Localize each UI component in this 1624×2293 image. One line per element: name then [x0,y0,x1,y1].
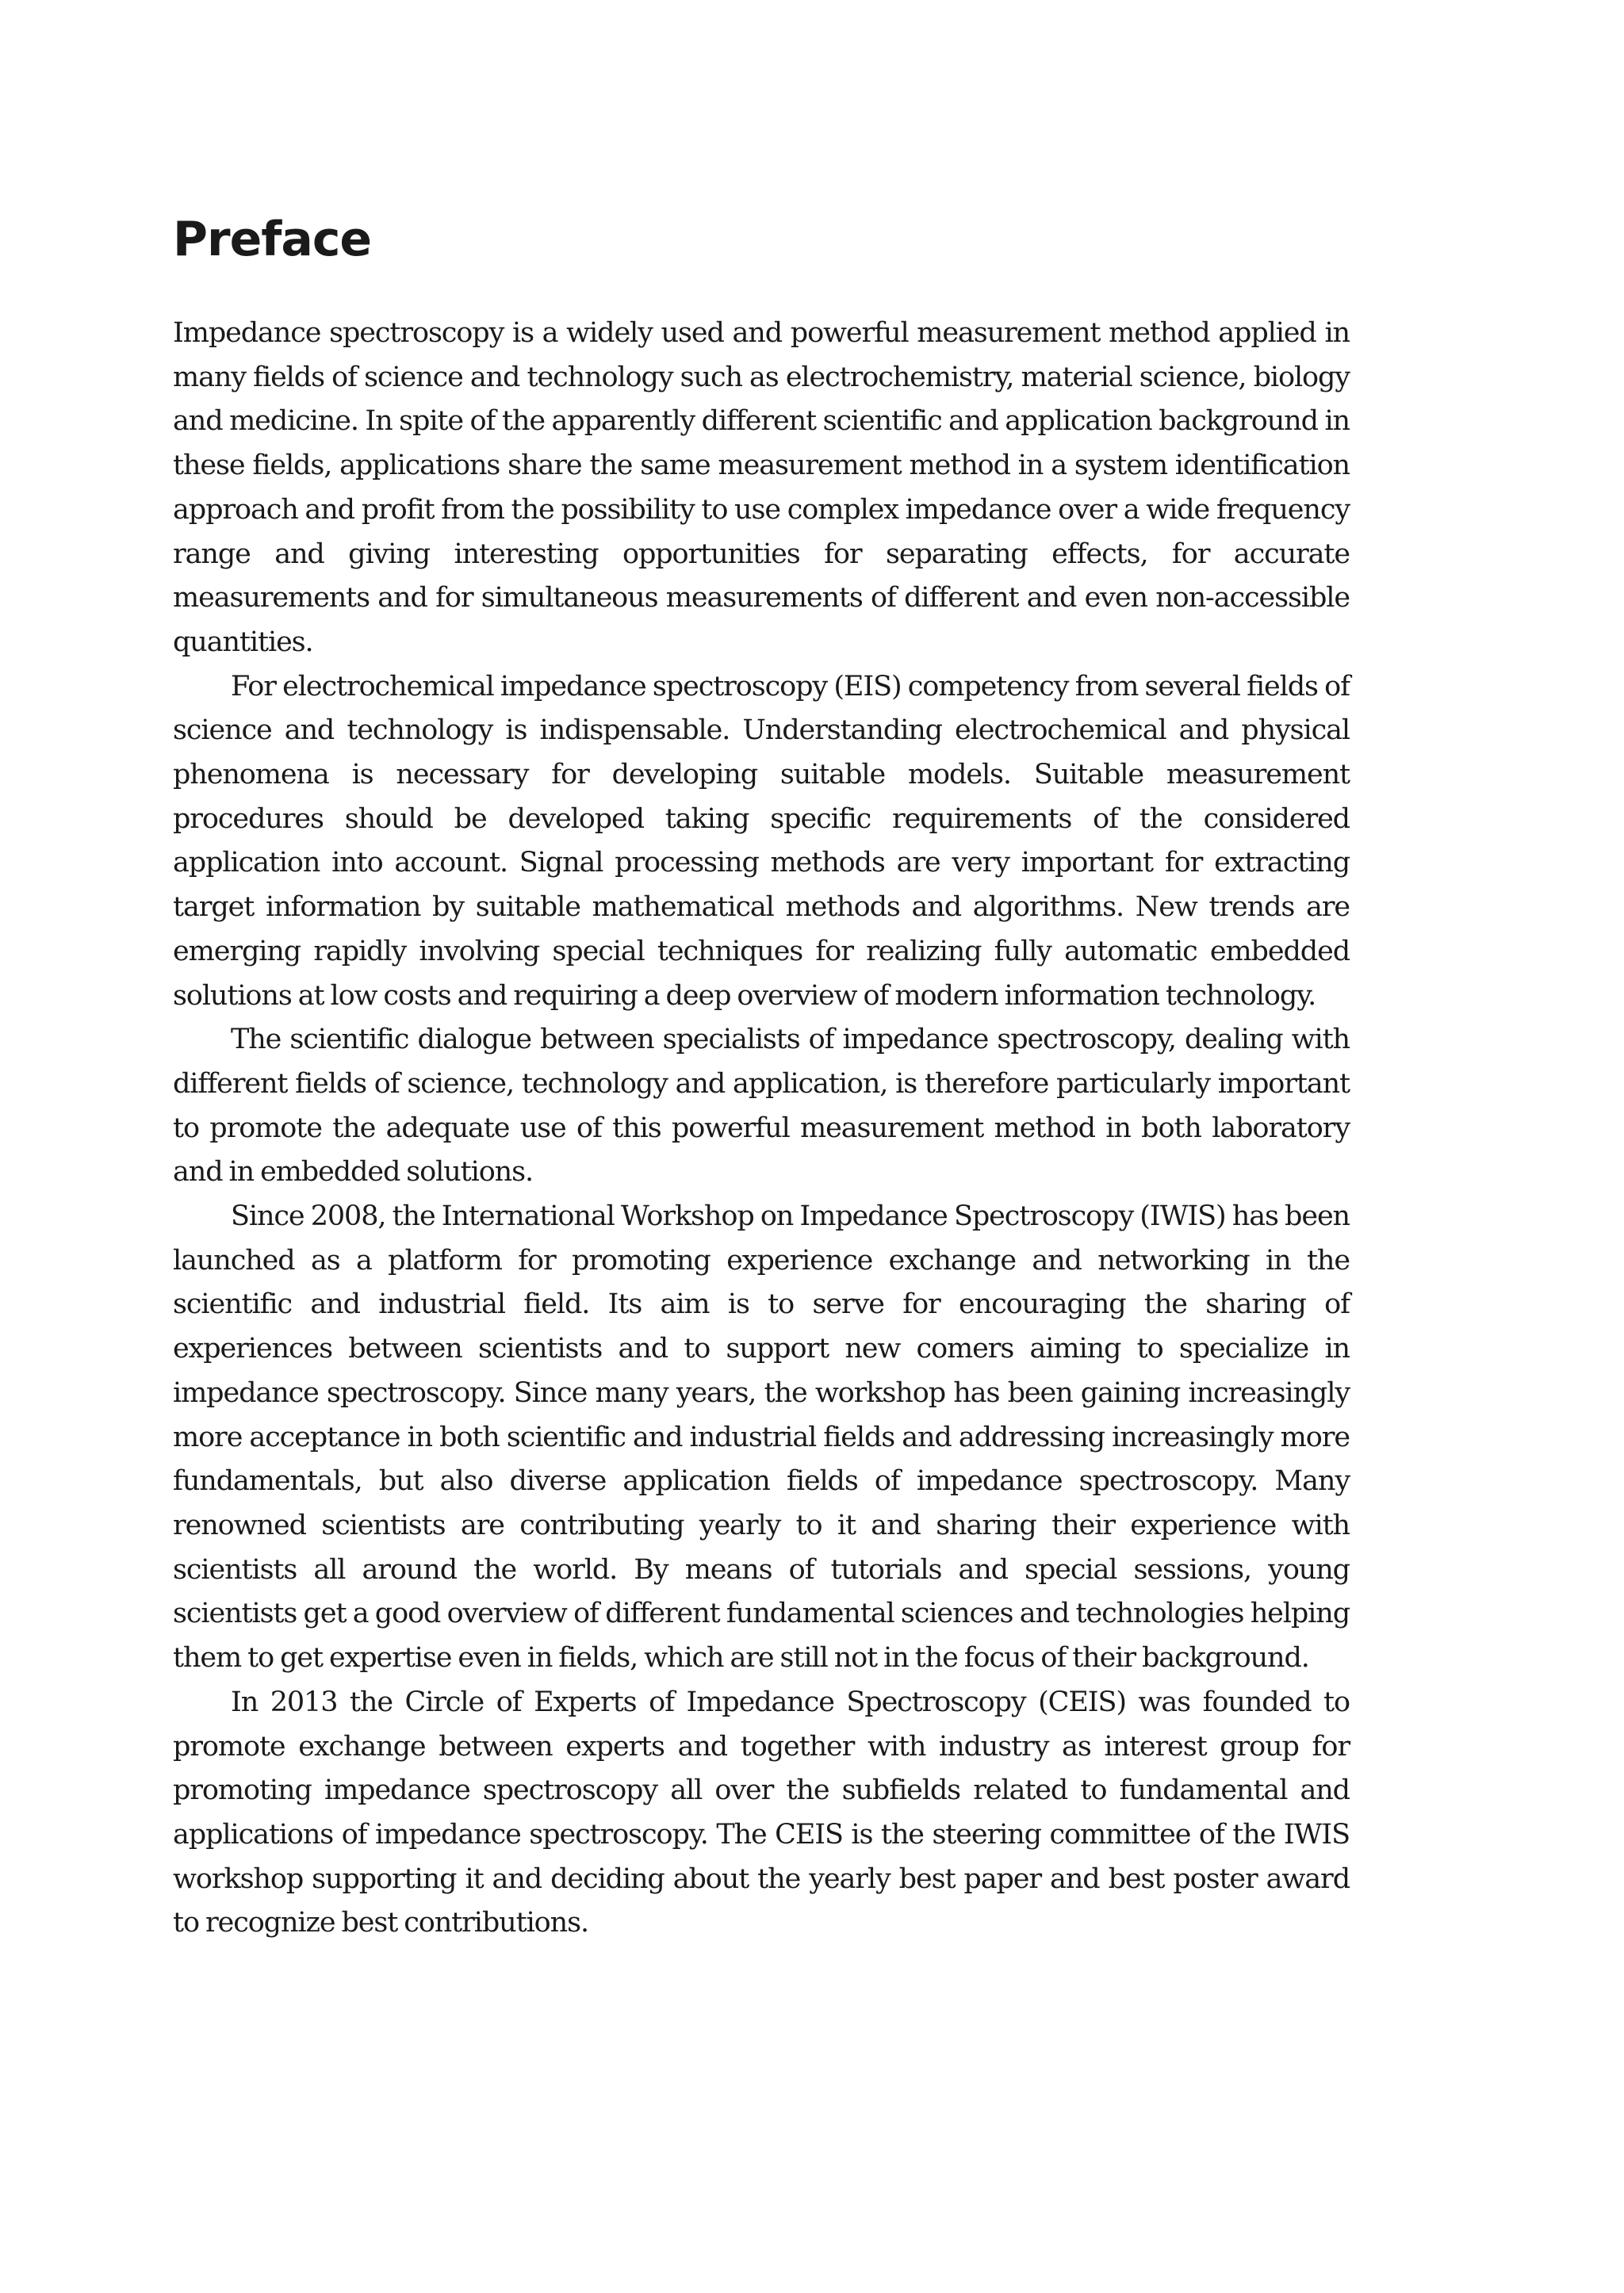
paragraph-2: For electrochemical impedance spectroscopy (EIS) competency from several fields of science and technology is indispensable. Understanding electrochemical and physical phenomena is necessary for developing suitable models. Suitable measurement procedures should be developed taking specific requirements of the considered application into account. Signal processing methods are very important for extracting target information by suitable mathematical methods and algorithms. New trends are emerging rapidly involving special techniques for realizing fully automatic embedded solutions at low costs and requiring a deep overview of modern information technology. [173,670,1350,1012]
body-text [173,312,1350,1946]
page-title: Preface [173,212,372,267]
paragraph-1: Impedance spectroscopy is a widely used and powerful measurement method applied in many fields of science and technology such as electrochemistry, material science, biology and medicine. In spite of the apparently different scientific and application background in these fields, applications share the same measurement method in a system identification approach and profit from the possibility to use complex impedance over a wide frequency range and giving interesting opportunities for separating effects, for accurate measurements and for simultaneous measurements of different and even non-accessible quantities. [173,317,1350,658]
paragraph-5: In 2013 the Circle of Experts of Impedance Spectroscopy (CEIS) was founded to promote exchange between experts and together with industry as interest group for promoting impedance spectroscopy all over the subfields related to fundamental and applications of impedance spectroscopy. The CEIS is the steering committee of the IWIS workshop supporting it and deciding about the yearly best paper and best poster award to recognize best contributions. [173,1686,1350,1939]
paragraph-3: The scientific dialogue between specialists of impedance spectroscopy, dealing with different fields of science, technology and application, is therefore particularly important to promote the adequate use of this powerful measurement method in both laboratory and in embedded solutions. [173,1024,1350,1189]
paragraph-4: Since 2008, the International Workshop on Impedance Spectroscopy (IWIS) has been launched as a platform for promoting experience exchange and networking in the scientific and industrial field. Its aim is to serve for encouraging the sharing of experiences between scientists and to support new comers aiming to specialize in impedance spectroscopy. Since many years, the workshop has been gaining increasingly more acceptance in both scientific and industrial fields and addressing increasingly more fundamentals, but also diverse application fields of impedance spectroscopy. Many renowned scientists are contributing yearly to it and sharing their experience with scientists all around the world. By means of tutorials and special sessions, young scientists get a good overview of different fundamental sciences and technologies helping them to get expertise even in fields, which are still not in the focus of their background. [173,1200,1350,1675]
